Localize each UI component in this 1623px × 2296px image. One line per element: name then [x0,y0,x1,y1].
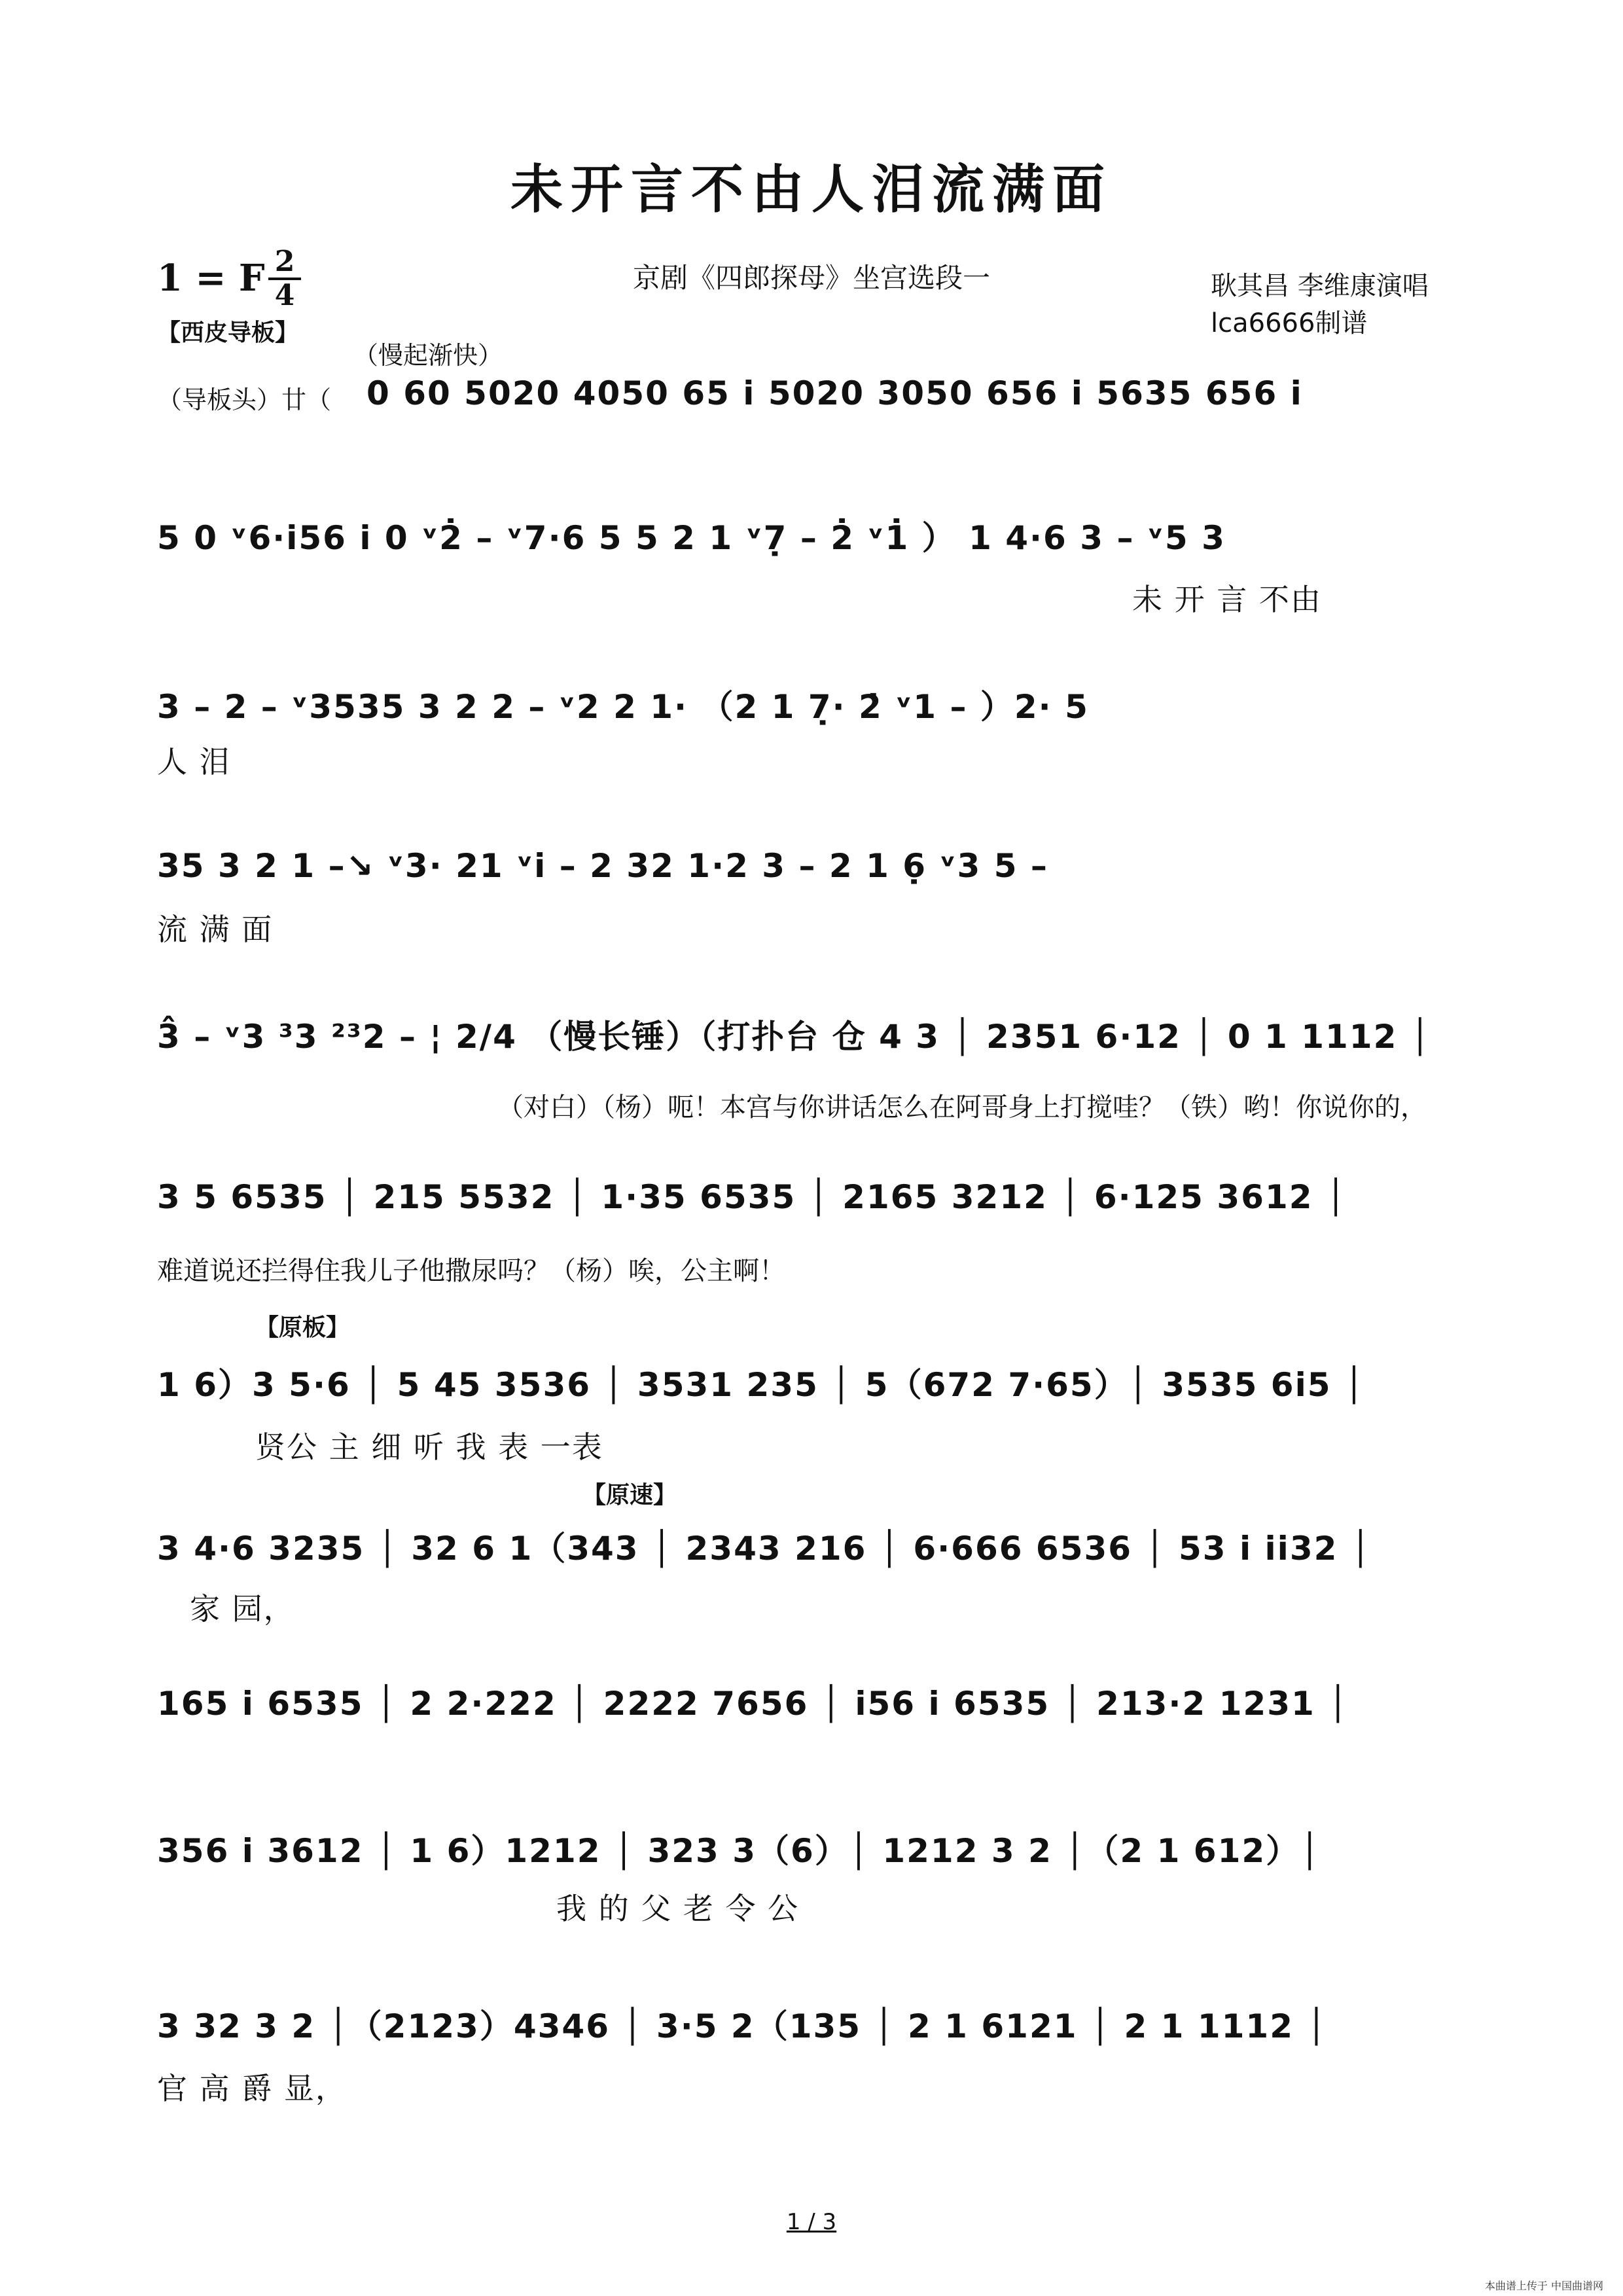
row-11-lyric: 官 高 爵 显， [157,2071,347,2106]
row-8-lyric: 家 园， [190,1591,295,1626]
row-3-notes: 3 – 2 – ᵛ3535 3 2 2 – ᵛ2 2 1· （2 1 7̣· 2̇ ᵛ1 – ）2· 5 [157,688,1089,726]
row-4-lyric: 流 满 面 [157,912,274,947]
row-7-lyric: 贤公 主 细 听 我 表 一表 [255,1429,603,1465]
row-2-notes: 5 0 ᵛ6·i56 i 0 ᵛ2̇ – ᵛ7·6 5 5 2 1 ᵛ7̣ – 2̇ ᵛ1̇ ） 1 4·6 3 – ᵛ5 3 [157,519,1226,557]
row-1-prefix: （导板头）廿（ [157,386,332,414]
row-5-notes: 3̂ – ᵛ3 ³3 ²³2 – ¦ 2/4 （慢长锤）（打扑台 仓 4 3 │ 2351 6·12 │ 0 1 1112 │ [157,1018,1431,1056]
subtitle: 京剧《四郎探母》坐宫选段一 [632,262,990,294]
arranger: lca6666制谱 [1211,308,1368,338]
row-9-notes: 165 i 6535 │ 2 2·222 │ 2222 7656 │ i56 i 6535 │ 213·2 1231 │ [157,1685,1349,1723]
mark-yuanban: 【原板】 [255,1314,350,1341]
meter-bottom: 4 [274,279,295,312]
page-title: 未开言不由人泪流满面 [510,158,1113,220]
row-8-notes: 3 4·6 3235 │ 32 6 1（343 │ 2343 216 │ 6·666 6536 │ 53 i ii32 │ [157,1530,1372,1568]
dialog-line-2: 难道说还拦得住我儿子他撒尿吗？（杨）唉，公主啊！ [157,1256,785,1286]
row-1-notes: 0 60 5020 4050 65 i 5020 3050 656 i 5635 656 i [366,374,1303,412]
row-3-lyric: 人 泪 [157,744,231,780]
row-10-lyric: 我 的 父 老 令 公 [556,1891,800,1926]
dialog-line-1: （对白）（杨）呃！本宫与你讲话怎么在阿哥身上打搅哇？（铁）哟！你说你的， [497,1092,1427,1122]
row-2-lyric: 未 开 言 不由 [1132,582,1322,617]
mark-yuansu: 【原速】 [582,1482,677,1509]
row-11-notes: 3 32 3 2 │（2123）4346 │ 3·5 2（135 │ 2 1 6121 │ 2 1 1112 │ [157,2007,1328,2045]
performers: 耿其昌 李维康演唱 [1211,271,1429,301]
page-number [0,2209,1623,2235]
key-signature: 1 = F [157,257,265,300]
row-4-notes: 35 3 2 1 –↘ ᵛ3· 21 ᵛi – 2 32 1·2 3 – 2 1 6̣ ᵛ3 5 – [157,847,1048,885]
mode-label: 【西皮导板】 [157,319,299,346]
row-10-notes: 356 i 3612 │ 1 6）1212 │ 323 3（6）│ 1212 3 2 │（2 1 612）│ [157,1832,1321,1870]
tempo-mark: （慢起渐快） [353,341,503,370]
row-7-notes: 1 6）3 5·6 │ 5 45 3536 │ 3531 235 │ 5（672 7·65）│ 3535 6i5 │ [157,1366,1366,1404]
row-6-notes: 3 5 6535 │ 215 5532 │ 1·35 6535 │ 2165 3212 │ 6·125 3612 │ [157,1178,1347,1216]
footer-credit: 本曲谱上传于 中国曲谱网 [1484,2280,1603,2292]
page-number-text: 1 / 3 [786,2209,837,2235]
meter-top: 2 [274,245,295,278]
